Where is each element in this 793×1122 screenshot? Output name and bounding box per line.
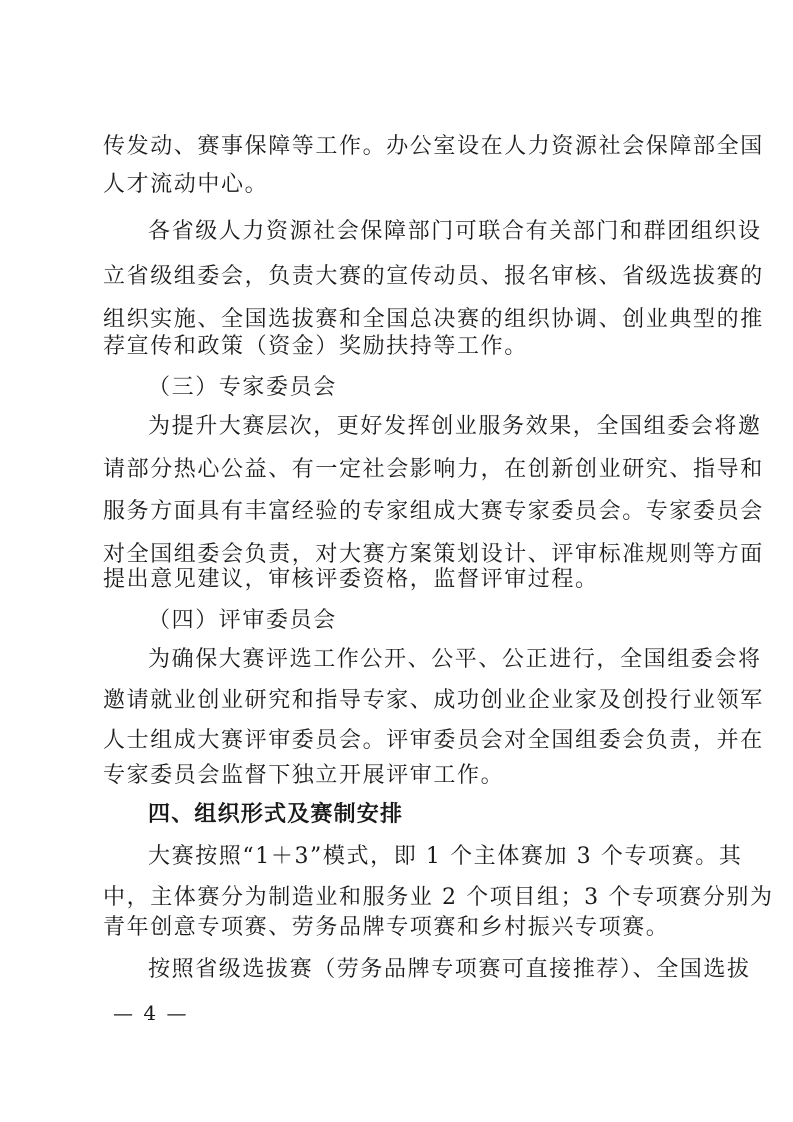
paragraph-4-line-2: 邀请就业创业研究和指导专家、成功创业企业家及创投行业领军 [103,688,764,713]
paragraph-4-line-4: 专家委员会监督下独立开展评审工作。 [103,763,505,788]
paragraph-5-line-2: 中，主体赛分为制造业和服务业 2 个项目组；3 个专项赛分别为 [103,885,774,910]
paragraph-1-line-2: 人才流动中心。 [103,172,269,197]
page-number: — 4 — [113,1001,189,1025]
paragraph-5-line-1: 大赛按照“1＋3”模式，即 1 个主体赛加 3 个专项赛。其 [148,844,743,869]
paragraph-6-line-1: 按照省级选拔赛（劳务品牌专项赛可直接推荐）、全国选拔 [148,957,751,982]
paragraph-3-line-3: 服务方面具有丰富经验的专家组成大赛专家委员会。专家委员会 [103,499,764,524]
paragraph-1-line-1: 传发动、赛事保障等工作。办公室设在人力资源社会保障部全国 [103,134,764,159]
paragraph-2-line-3: 组织实施、全国选拔赛和全国总决赛的组织协调、创业典型的推 [103,307,764,332]
paragraph-4-line-3: 人士组成大赛评审委员会。评审委员会对全国组委会负责，并在 [103,728,764,753]
paragraph-2-line-4: 荐宣传和政策（资金）奖励扶持等工作。 [103,334,528,359]
subheading-review-committee: （四）评审委员会 [148,608,337,633]
paragraph-2-line-1: 各省级人力资源社会保障部门可联合有关部门和群团组织设 [148,219,762,244]
paragraph-2-line-2: 立省级组委会，负责大赛的宣传动员、报名审核、省级选拔赛的 [103,264,764,289]
paragraph-3-line-2: 请部分热心公益、有一定社会影响力，在创新创业研究、指导和 [103,457,764,482]
paragraph-3-line-5: 提出意见建议，审核评委资格，监督评审过程。 [103,567,599,592]
paragraph-4-line-1: 为确保大赛评选工作公开、公平、公正进行，全国组委会将 [148,647,762,672]
paragraph-5-line-3: 青年创意专项赛、劳务品牌专项赛和乡村振兴专项赛。 [103,915,670,940]
paragraph-3-line-4: 对全国组委会负责，对大赛方案策划设计、评审标准规则等方面 [103,542,764,567]
paragraph-3-line-1: 为提升大赛层次，更好发挥创业服务效果，全国组委会将邀 [148,414,762,439]
subheading-expert-committee: （三）专家委员会 [148,375,337,400]
section-heading-organization: 四、组织形式及赛制安排 [148,802,404,827]
